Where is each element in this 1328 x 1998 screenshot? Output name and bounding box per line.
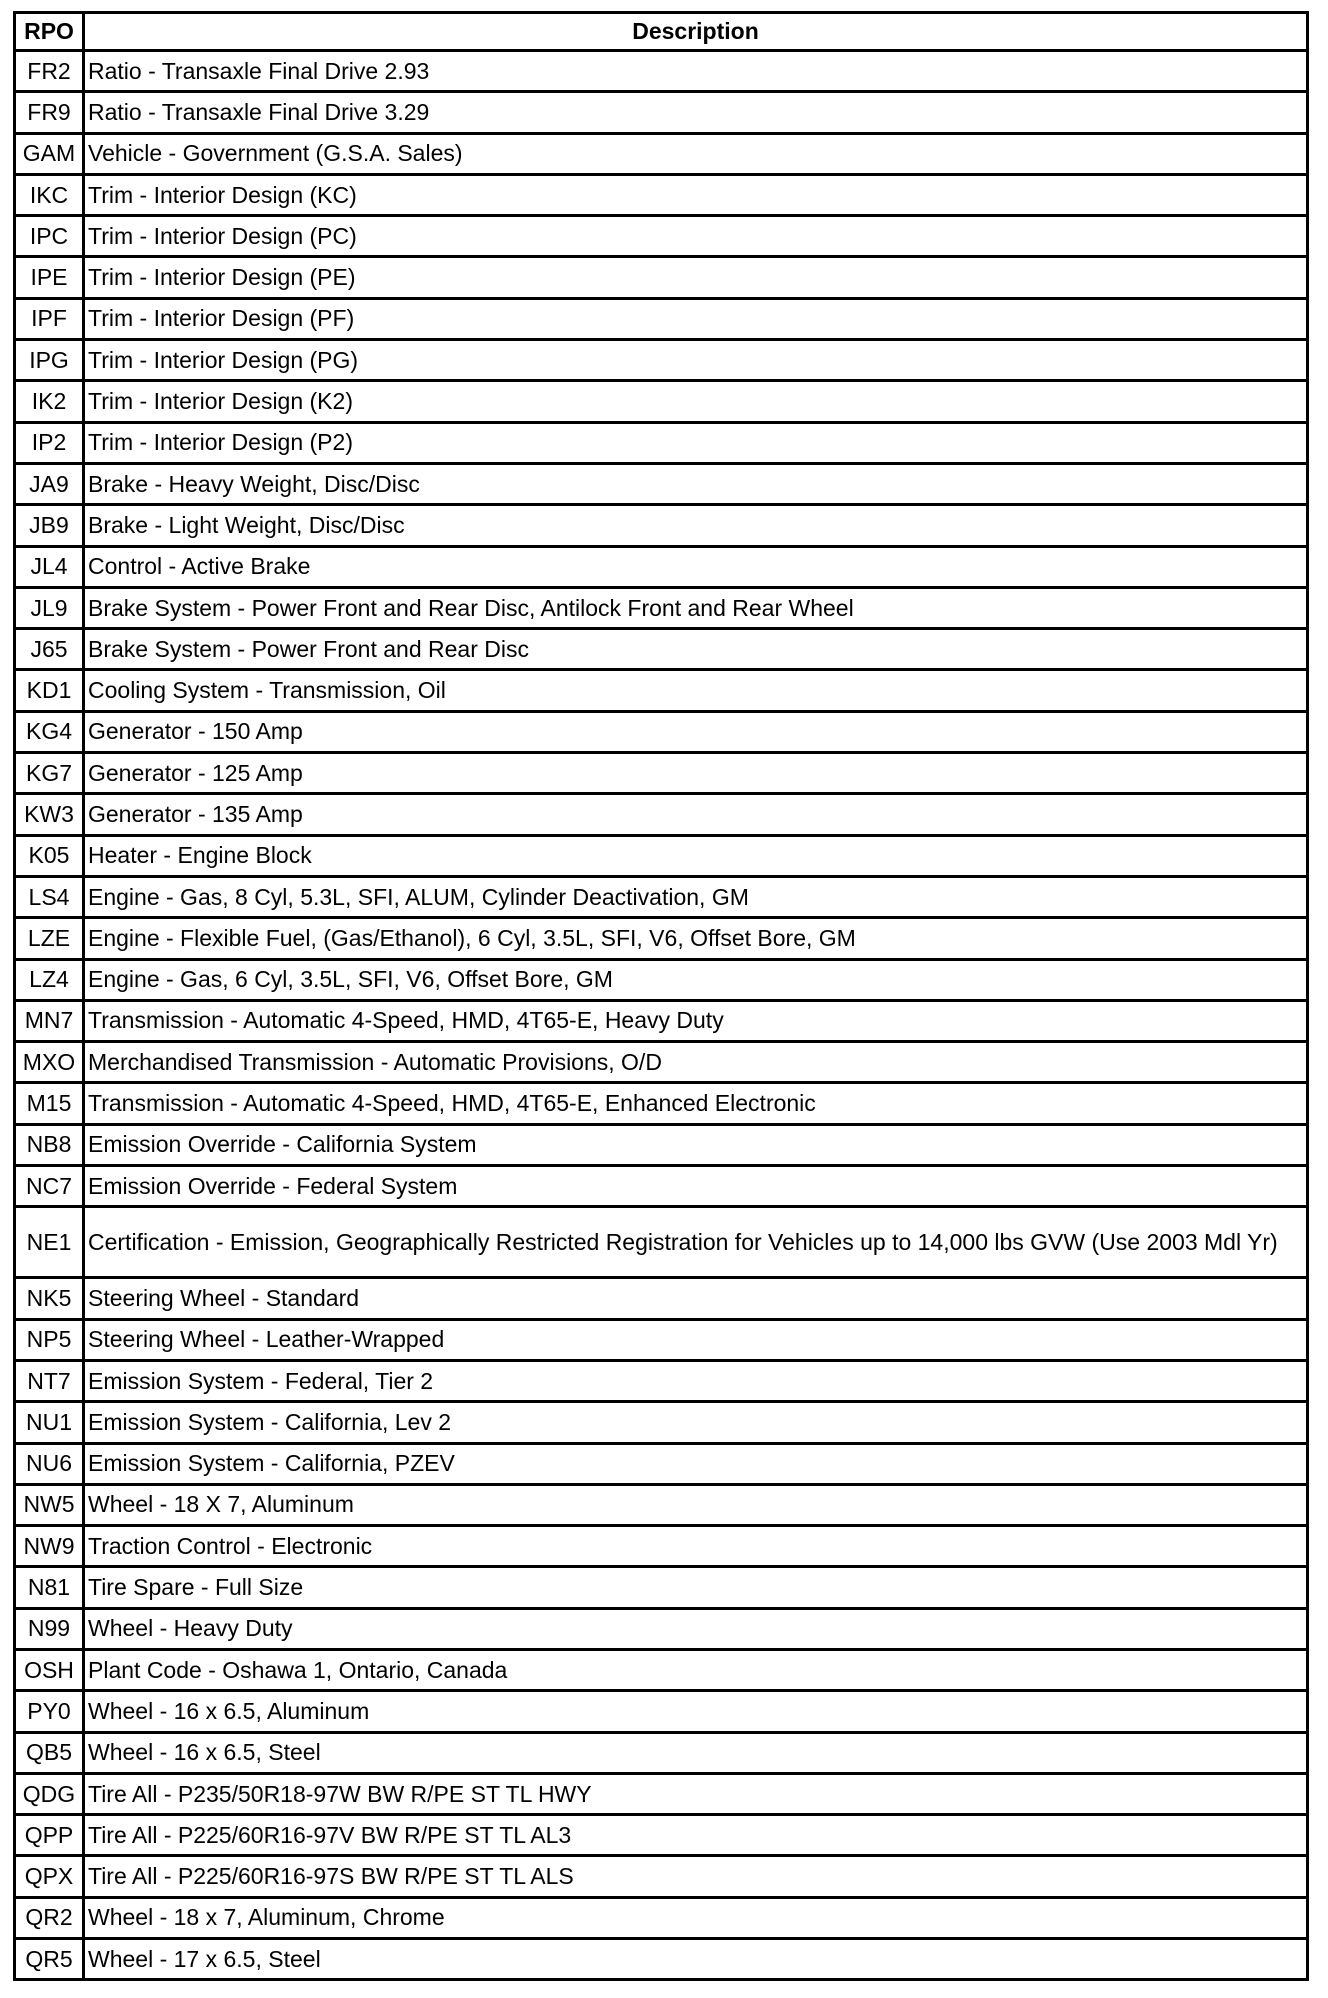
rpo-code-cell: FR2 xyxy=(15,51,84,92)
table-row xyxy=(15,1732,1308,1773)
rpo-code-cell: MXO xyxy=(15,1042,84,1083)
rpo-code-cell: FR9 xyxy=(15,92,84,133)
description-cell: Brake - Heavy Weight, Disc/Disc xyxy=(84,463,1308,504)
description-cell: Trim - Interior Design (P2) xyxy=(84,422,1308,463)
description-cell: Tire All - P235/50R18-97W BW R/PE ST TL HWY xyxy=(84,1773,1308,1814)
rpo-code-cell: JB9 xyxy=(15,505,84,546)
table-row xyxy=(15,835,1308,876)
table-row xyxy=(15,1319,1308,1360)
rpo-code-cell: NT7 xyxy=(15,1360,84,1401)
description-cell: Brake - Light Weight, Disc/Disc xyxy=(84,505,1308,546)
table-row xyxy=(15,216,1308,257)
rpo-code-cell: NE1 xyxy=(15,1207,84,1278)
rpo-code-cell: KW3 xyxy=(15,794,84,835)
description-cell: Emission Override - California System xyxy=(84,1124,1308,1165)
description-cell: Brake System - Power Front and Rear Disc, Antilock Front and Rear Wheel xyxy=(84,587,1308,628)
description-cell: Emission Override - Federal System xyxy=(84,1166,1308,1207)
table-row xyxy=(15,1000,1308,1041)
rpo-code-cell: IPC xyxy=(15,216,84,257)
description-cell: Generator - 135 Amp xyxy=(84,794,1308,835)
table-row xyxy=(15,711,1308,752)
table-row xyxy=(15,1083,1308,1124)
description-cell: Merchandised Transmission - Automatic Provisions, O/D xyxy=(84,1042,1308,1083)
description-cell: Ratio - Transaxle Final Drive 2.93 xyxy=(84,51,1308,92)
rpo-code-cell: QR2 xyxy=(15,1897,84,1938)
rpo-code-cell: QDG xyxy=(15,1773,84,1814)
rpo-code-cell: M15 xyxy=(15,1083,84,1124)
table-row xyxy=(15,1278,1308,1319)
description-cell: Steering Wheel - Leather-Wrapped xyxy=(84,1319,1308,1360)
table-row xyxy=(15,1939,1308,1980)
table-row xyxy=(15,1443,1308,1484)
table-row xyxy=(15,1042,1308,1083)
table-row xyxy=(15,918,1308,959)
table-row xyxy=(15,1856,1308,1897)
rpo-code-cell: QB5 xyxy=(15,1732,84,1773)
rpo-code-cell: QPP xyxy=(15,1815,84,1856)
rpo-code-cell: NU1 xyxy=(15,1402,84,1443)
rpo-code-cell: LZ4 xyxy=(15,959,84,1000)
rpo-code-cell: PY0 xyxy=(15,1691,84,1732)
table-row xyxy=(15,1402,1308,1443)
rpo-code-cell: JA9 xyxy=(15,463,84,504)
table-row xyxy=(15,1691,1308,1732)
rpo-code-cell: IPG xyxy=(15,340,84,381)
description-cell: Trim - Interior Design (PC) xyxy=(84,216,1308,257)
description-cell: Trim - Interior Design (PE) xyxy=(84,257,1308,298)
description-cell: Emission System - Federal, Tier 2 xyxy=(84,1360,1308,1401)
table-row xyxy=(15,1166,1308,1207)
description-cell: Wheel - 16 x 6.5, Aluminum xyxy=(84,1691,1308,1732)
rpo-code-cell: LS4 xyxy=(15,876,84,917)
description-cell: Transmission - Automatic 4-Speed, HMD, 4T65-E, Enhanced Electronic xyxy=(84,1083,1308,1124)
rpo-code-cell: KD1 xyxy=(15,670,84,711)
rpo-code-cell: JL9 xyxy=(15,587,84,628)
rpo-code-cell: KG7 xyxy=(15,753,84,794)
rpo-code-cell: IK2 xyxy=(15,381,84,422)
table-row xyxy=(15,794,1308,835)
description-cell: Cooling System - Transmission, Oil xyxy=(84,670,1308,711)
table-row xyxy=(15,133,1308,174)
description-cell: Ratio - Transaxle Final Drive 3.29 xyxy=(84,92,1308,133)
table-row xyxy=(15,1649,1308,1690)
description-cell: Engine - Flexible Fuel, (Gas/Ethanol), 6 Cyl, 3.5L, SFI, V6, Offset Bore, GM xyxy=(84,918,1308,959)
description-cell: Wheel - 18 x 7, Aluminum, Chrome xyxy=(84,1897,1308,1938)
description-cell: Tire All - P225/60R16-97V BW R/PE ST TL AL3 xyxy=(84,1815,1308,1856)
rpo-code-cell: LZE xyxy=(15,918,84,959)
description-cell: Generator - 150 Amp xyxy=(84,711,1308,752)
rpo-code-cell: NP5 xyxy=(15,1319,84,1360)
table-row xyxy=(15,505,1308,546)
description-cell: Tire Spare - Full Size xyxy=(84,1567,1308,1608)
rpo-code-cell: IP2 xyxy=(15,422,84,463)
description-cell: Certification - Emission, Geographically Restricted Registration for Vehicles up to 14,000 lbs GVW (Use 2003 Mdl Yr) xyxy=(84,1207,1308,1278)
table-row xyxy=(15,1773,1308,1814)
table-row xyxy=(15,1484,1308,1525)
table-row xyxy=(15,257,1308,298)
rpo-code-cell: K05 xyxy=(15,835,84,876)
description-cell: Traction Control - Electronic xyxy=(84,1526,1308,1567)
description-cell: Brake System - Power Front and Rear Disc xyxy=(84,629,1308,670)
table-header-row xyxy=(15,13,1308,51)
table-row xyxy=(15,587,1308,628)
rpo-code-cell: NC7 xyxy=(15,1166,84,1207)
description-cell: Emission System - California, Lev 2 xyxy=(84,1402,1308,1443)
rpo-code-cell: QPX xyxy=(15,1856,84,1897)
table-row xyxy=(15,546,1308,587)
column-header-rpo: RPO xyxy=(15,13,84,51)
table-row xyxy=(15,298,1308,339)
description-cell: Trim - Interior Design (PF) xyxy=(84,298,1308,339)
table-row xyxy=(15,463,1308,504)
rpo-code-cell: N81 xyxy=(15,1567,84,1608)
table-row xyxy=(15,1526,1308,1567)
description-cell: Heater - Engine Block xyxy=(84,835,1308,876)
table-row xyxy=(15,1567,1308,1608)
description-cell: Vehicle - Government (G.S.A. Sales) xyxy=(84,133,1308,174)
description-cell: Trim - Interior Design (PG) xyxy=(84,340,1308,381)
table-row xyxy=(15,1815,1308,1856)
table-row xyxy=(15,381,1308,422)
description-cell: Wheel - 16 x 6.5, Steel xyxy=(84,1732,1308,1773)
table-row xyxy=(15,92,1308,133)
rpo-code-cell: NU6 xyxy=(15,1443,84,1484)
rpo-code-cell: NK5 xyxy=(15,1278,84,1319)
description-cell: Emission System - California, PZEV xyxy=(84,1443,1308,1484)
table-row xyxy=(15,1360,1308,1401)
table-row xyxy=(15,1608,1308,1649)
rpo-code-cell: NW5 xyxy=(15,1484,84,1525)
table-row xyxy=(15,670,1308,711)
rpo-code-cell: J65 xyxy=(15,629,84,670)
table-row xyxy=(15,753,1308,794)
rpo-table xyxy=(13,11,1309,1981)
rpo-code-cell: KG4 xyxy=(15,711,84,752)
table-row xyxy=(15,174,1308,215)
rpo-code-cell: MN7 xyxy=(15,1000,84,1041)
table-row xyxy=(15,959,1308,1000)
table-row xyxy=(15,340,1308,381)
description-cell: Trim - Interior Design (K2) xyxy=(84,381,1308,422)
table-row xyxy=(15,51,1308,92)
table-row xyxy=(15,1207,1308,1278)
description-cell: Plant Code - Oshawa 1, Ontario, Canada xyxy=(84,1649,1308,1690)
description-cell: Wheel - Heavy Duty xyxy=(84,1608,1308,1649)
table-body xyxy=(15,51,1308,1980)
table-row xyxy=(15,1897,1308,1938)
description-cell: Tire All - P225/60R16-97S BW R/PE ST TL ALS xyxy=(84,1856,1308,1897)
rpo-code-cell: JL4 xyxy=(15,546,84,587)
table-row xyxy=(15,1124,1308,1165)
table-row xyxy=(15,422,1308,463)
description-cell: Generator - 125 Amp xyxy=(84,753,1308,794)
rpo-code-cell: IKC xyxy=(15,174,84,215)
description-cell: Wheel - 17 x 6.5, Steel xyxy=(84,1939,1308,1980)
description-cell: Transmission - Automatic 4-Speed, HMD, 4T65-E, Heavy Duty xyxy=(84,1000,1308,1041)
rpo-code-cell: NW9 xyxy=(15,1526,84,1567)
description-cell: Steering Wheel - Standard xyxy=(84,1278,1308,1319)
rpo-code-cell: IPE xyxy=(15,257,84,298)
rpo-code-cell: GAM xyxy=(15,133,84,174)
description-cell: Engine - Gas, 8 Cyl, 5.3L, SFI, ALUM, Cylinder Deactivation, GM xyxy=(84,876,1308,917)
table-row xyxy=(15,629,1308,670)
rpo-code-cell: QR5 xyxy=(15,1939,84,1980)
rpo-code-cell: NB8 xyxy=(15,1124,84,1165)
column-header-description: Description xyxy=(84,13,1308,51)
rpo-code-cell: IPF xyxy=(15,298,84,339)
description-cell: Trim - Interior Design (KC) xyxy=(84,174,1308,215)
description-cell: Engine - Gas, 6 Cyl, 3.5L, SFI, V6, Offset Bore, GM xyxy=(84,959,1308,1000)
table-row xyxy=(15,876,1308,917)
rpo-code-cell: OSH xyxy=(15,1649,84,1690)
rpo-code-cell: N99 xyxy=(15,1608,84,1649)
description-cell: Wheel - 18 X 7, Aluminum xyxy=(84,1484,1308,1525)
description-cell: Control - Active Brake xyxy=(84,546,1308,587)
